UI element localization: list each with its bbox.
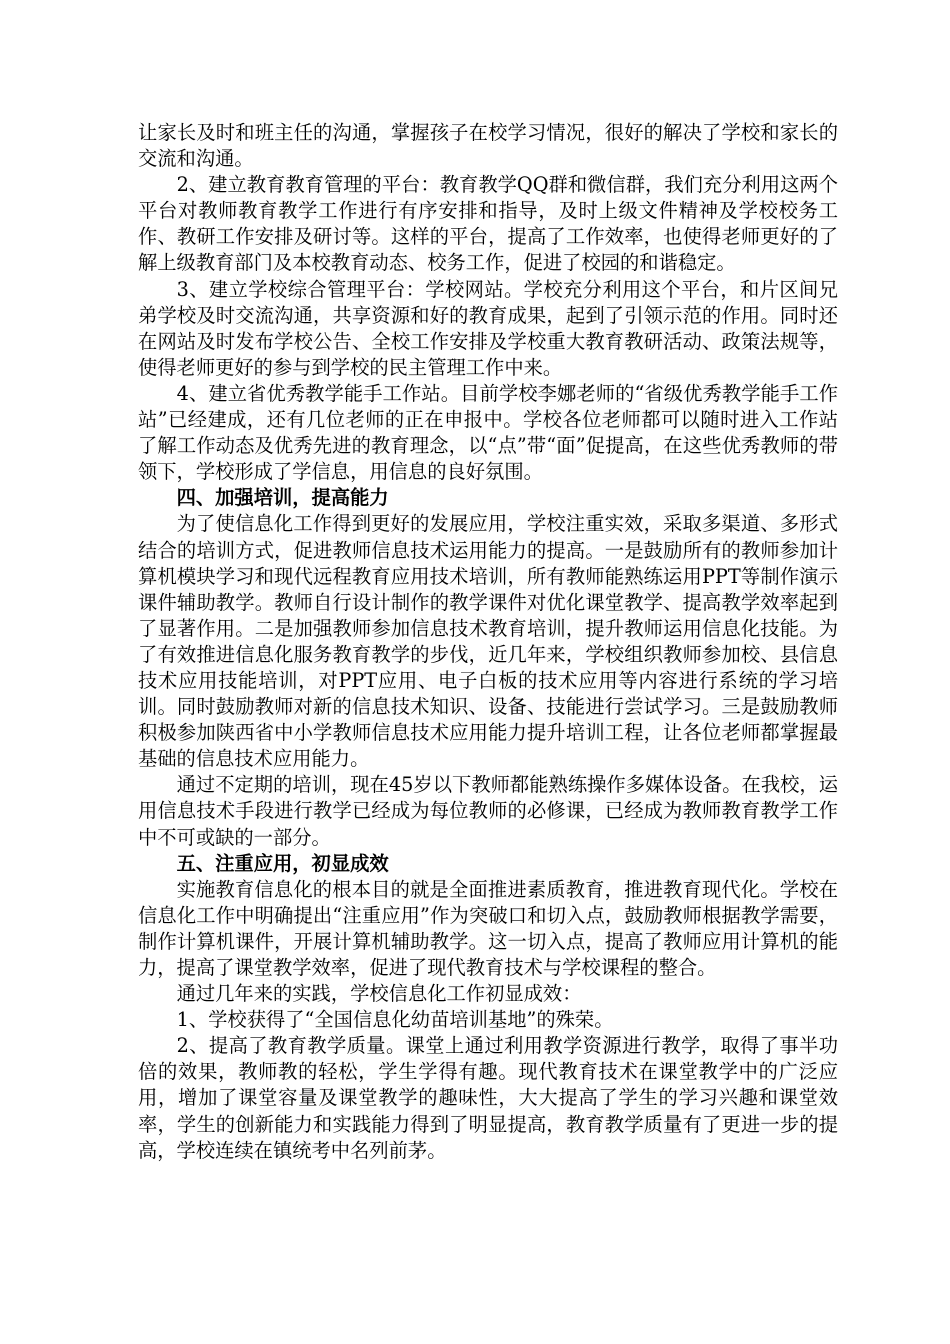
paragraph-continuation: 让家长及时和班主任的沟通，掌握孩子在校学习情况，很好的解决了学校和家长的交流和沟通。 [138,121,838,171]
section-heading-4: 四、加强培训，提高能力 [176,486,389,510]
paragraph-result-1: 1、学校获得了“全国信息化幼苗培训基地”的殊荣。 [176,1008,614,1032]
section-heading-5: 五、注重应用，初显成效 [176,851,389,875]
paragraph-training: 为了使信息化工作得到更好的发展应用，学校注重实效，采取多渠道、多形式结合的培训方式，促进教师信息技术运用能力的提高。一是鼓励所有的教师参加计算机模块学习和现代远程教育应用技术培训，所有教师能熟练运用PPT等制作演示课件辅助教学。教师自行设计制作的教学课件对优化课堂教学、提高教学效率起到了显著作用。二是加强教师参加信息技术教育培训，提升教师运用信息化技能。为了有效推进信息化服务教育教学的步伐，近几年来，学校组织教师参加校、县信息技术应用技能培训，对PPT应用、电子白板的技术应用等内容进行系统的学习培训。同时鼓励教师对新的信息技术知识、设备、技能进行尝试学习。三是鼓励教师积极参加陕西省中小学教师信息技术应用能力提升培训工程，让各位老师都掌握最基础的信息技术应用能力。 [138,512,838,771]
paragraph-item-4: 4、建立省优秀教学能手工作站。目前学校李娜老师的“省级优秀教学能手工作站”已经建成，还有几位老师的正在申报中。学校各位老师都可以随时进入工作站了解工作动态及优秀先进的教育理念，以“点”带“面”促提高，在这些优秀教师的带领下，学校形成了学信息，用信息的良好氛围。 [138,381,838,484]
paragraph-result-2: 2、提高了教育教学质量。课堂上通过利用教学资源进行教学，取得了事半功倍的效果，教师教的轻松，学生学得有趣。现代教育技术在课堂教学中的广泛应用，增加了课堂容量及课堂教学的趣味性，大大提高了学生的学习兴趣和课堂效率，学生的创新能力和实践能力得到了明显提高，教育教学质量有了更进一步的提高，学校连续在镇统考中名列前茅。 [138,1034,838,1162]
document-page [138,120,838,1164]
paragraph-item-2: 2、建立教育教育管理的平台：教育教学QQ群和微信群，我们充分利用这两个平台对教师教育教学工作进行有序安排和指导，及时上级文件精神及学校校务工作、教研工作安排及研讨等。这样的平台，提高了工作效率，也使得老师更好的了解上级教育部门及本校教育动态、校务工作，促进了校园的和谐稳定。 [138,173,838,275]
paragraph-item-3: 3、建立学校综合管理平台：学校网站。学校充分利用这个平台，和片区间兄弟学校及时交流沟通，共享资源和好的教育成果，起到了引领示范的作用。同时还在网站及时发布学校公告、全校工作安排及学校重大教育教研活动、政策法规等，使得老师更好的参与到学校的民主管理工作中来。 [138,277,838,379]
paragraph-application: 实施教育信息化的根本目的就是全面推进素质教育，推进教育现代化。学校在信息化工作中明确提出“注重应用”作为突破口和切入点，鼓励教师根据教学需要，制作计算机课件，开展计算机辅助教学。这一切入点，提高了教师应用计算机的能力，提高了课堂教学效率，促进了现代教育技术与学校课程的整合。 [138,877,838,979]
paragraph-results-intro: 通过几年来的实践，学校信息化工作初显成效： [176,982,582,1006]
paragraph-training-result: 通过不定期的培训，现在45岁以下教师都能熟练操作多媒体设备。在我校，运用信息技术手段进行教学已经成为每位教师的必修课，已经成为教师教育教学工作中不可或缺的一部分。 [138,773,838,849]
